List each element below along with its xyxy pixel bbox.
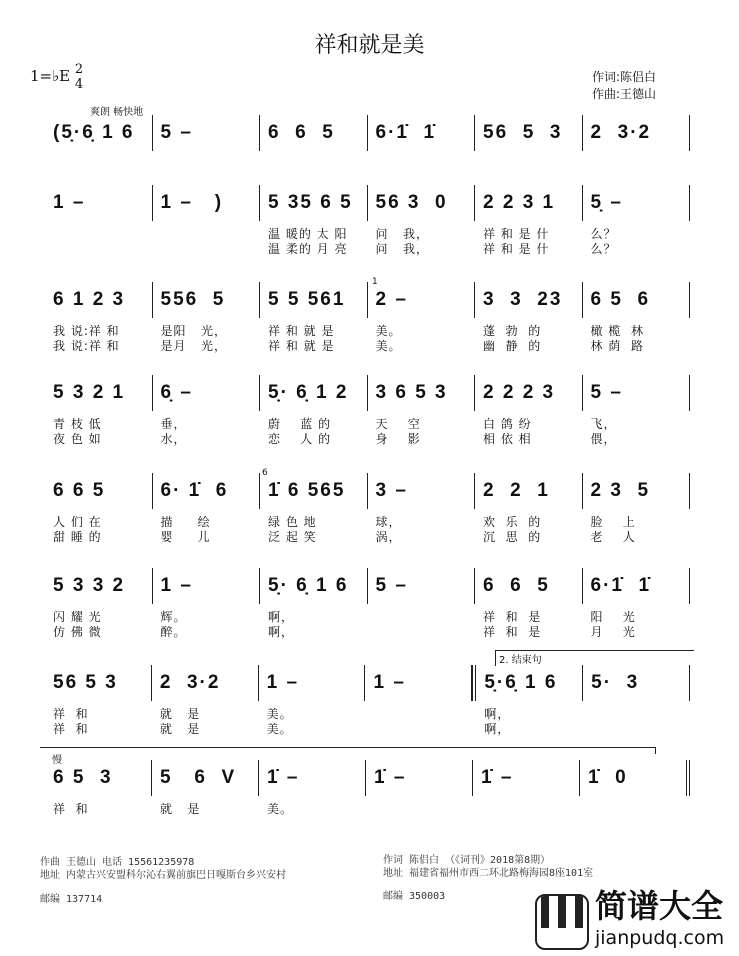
measure: [472, 665, 583, 736]
lyric-line-2: 美。: [266, 722, 293, 736]
lyricist: 作词:陈侣白: [592, 70, 657, 84]
notes: 5̣· 6̣ 1 2: [268, 382, 349, 403]
notes: 1 –: [160, 575, 193, 596]
key-signature: [30, 62, 83, 92]
footer-lyricist-address: 地址 福建省福州市西二环北路梅海园8座101室: [383, 868, 594, 879]
measure: [45, 665, 152, 736]
notes: 1̇ –: [267, 767, 300, 788]
measure: [259, 665, 366, 736]
lyric-line-2: 恋 人 的: [268, 432, 332, 446]
lyric-line-2: 泛 起 笑: [268, 530, 317, 544]
logo-url: jianpudq.com: [595, 927, 725, 949]
notes: 1̇ 6 565: [268, 480, 346, 501]
lyric-line-2: 祥 和 是: [483, 625, 542, 639]
notes: 6·1̇ 1̇: [590, 575, 652, 596]
time-signature: [75, 62, 83, 92]
notes: 56 5 3: [53, 672, 118, 693]
measure: [45, 568, 153, 639]
notes: 2 –: [375, 289, 408, 310]
piano-icon: [535, 894, 589, 950]
notes: 5 35 6 5: [268, 192, 353, 213]
measure: [368, 115, 476, 151]
lyric-line-2: 问 我，: [375, 242, 429, 256]
measure: [475, 568, 583, 639]
notes: 6 6 5: [53, 480, 106, 501]
lyric-line-2: 醉。: [160, 625, 187, 639]
measure: [153, 185, 261, 221]
footer-composer-zip: 邮编 137714: [40, 894, 103, 905]
notes: 5 6 V: [160, 767, 237, 788]
measure: [580, 760, 690, 796]
staff-system: [45, 375, 690, 446]
notes: 5̣ –: [590, 192, 623, 213]
lyric-line-1: 美。: [267, 802, 294, 816]
lyric-line-1: 美。: [266, 707, 293, 721]
lyric-line-2: 么？: [590, 242, 617, 256]
notes: 3 –: [375, 480, 408, 501]
measure: [583, 665, 690, 701]
lyric-line-1: 阳 光: [590, 610, 636, 624]
lyric-line-1: 描 绘: [160, 515, 211, 529]
lyric-line-2: 就 是: [159, 722, 201, 736]
measure: [583, 185, 691, 256]
measure: [153, 115, 261, 151]
staff-system: [45, 760, 690, 816]
measure: [475, 375, 583, 446]
staff-system: [45, 282, 690, 353]
notes: 5 3 3 2: [53, 575, 126, 596]
notes: 556 5: [160, 289, 226, 310]
slow-marking: 慢: [52, 755, 62, 766]
measure: [153, 282, 261, 353]
notes: 6 6 5: [268, 122, 335, 143]
measure: [260, 473, 368, 544]
lyric-line-2: 啊，: [484, 722, 511, 736]
lyric-line-1: 垂，: [160, 417, 187, 431]
song-title: 祥和就是美: [314, 33, 425, 58]
measure: [152, 760, 259, 816]
lyric-line-1: 就 是: [159, 707, 201, 721]
measure: [366, 760, 473, 796]
staff-system: [45, 665, 690, 736]
lyric-line-2: 祥 和: [53, 722, 89, 736]
notes: 6· 1̇ 6: [160, 480, 229, 501]
lyric-line-2: 偎，: [590, 432, 617, 446]
lyric-line-2: 是月 光，: [160, 339, 227, 353]
lyric-line-1: 闪 耀 光: [53, 610, 102, 624]
notes: 1 –: [53, 192, 86, 213]
site-logo[interactable]: [535, 887, 725, 954]
footer-composer: 作曲 王德山 电话 15561235978: [40, 857, 195, 868]
lyric-line-1: 青 枝 低: [53, 417, 102, 431]
ts-top: 2: [74, 62, 84, 77]
ending-line: [40, 747, 656, 754]
measure: [45, 185, 153, 221]
staff-system: [45, 473, 690, 544]
lyric-line-2: 月 光: [590, 625, 636, 639]
notes: 6 6 5: [483, 575, 550, 596]
notes: 5 3 2 1: [53, 382, 126, 403]
grace-note: 6: [262, 468, 268, 478]
lyric-line-1: 我 说:祥 和: [53, 324, 120, 338]
notes: 5̣· 6̣ 1 6: [268, 575, 349, 596]
ts-bottom: 4: [74, 77, 84, 92]
notes: 5 –: [160, 122, 193, 143]
lyric-line-2: 老 人: [590, 530, 636, 544]
tempo-marking: 爽朗 畅快地: [90, 107, 144, 118]
measure: [583, 375, 691, 446]
volta-bracket: 2. 结束句: [495, 650, 694, 666]
footer-lyricist: 作词 陈侣白 （《词刊》2018第8期）: [383, 855, 551, 866]
lyric-line-1: 祥 和 是 什: [483, 227, 550, 241]
lyric-line-1: 人 们 在: [53, 515, 102, 529]
lyric-line-1: 天 空: [375, 417, 421, 431]
lyric-line-1: 白 鸽 纷: [483, 417, 532, 431]
notes: 1 –: [373, 672, 406, 693]
measure: [475, 115, 583, 151]
measure: [45, 473, 153, 544]
measure: [260, 282, 368, 353]
lyric-line-1: 脸 上: [590, 515, 636, 529]
key-label: 1=♭E: [30, 67, 71, 85]
notes: 6̣ –: [160, 382, 193, 403]
staff-system: [45, 115, 690, 151]
measure: [368, 185, 476, 256]
measure: [583, 473, 691, 544]
lyric-line-1: 蔚 蓝 的: [268, 417, 332, 431]
notes: 5̣·6̣ 1 6: [484, 672, 558, 693]
notes: 2 3·2: [590, 122, 652, 143]
footer-composer-address: 地址 内蒙古兴安盟科尔沁右翼前旗巴日嘎斯台乡兴安村: [40, 870, 287, 881]
lyric-line-1: 啊，: [484, 707, 511, 721]
lyric-line-2: 祥 和 是 什: [483, 242, 550, 256]
notes: 2 3·2: [159, 672, 221, 693]
notes: 2 3 5: [590, 480, 651, 501]
notes: 1 –: [266, 672, 300, 693]
lyric-line-1: 橄 榄 林: [590, 324, 644, 338]
lyric-line-2: 啊，: [268, 625, 295, 639]
measure: [475, 185, 583, 256]
measure: [583, 282, 691, 353]
measure: [45, 282, 153, 353]
lyric-line-1: 辉。: [160, 610, 187, 624]
notes: 1̇ –: [481, 767, 514, 788]
notes: 6 1 2 3: [53, 289, 126, 310]
lyric-line-1: 绿 色 地: [268, 515, 317, 529]
measure: [368, 473, 476, 544]
composer: 作曲:王德山: [592, 87, 657, 101]
lyric-line-2: 我 说:祥 和: [53, 339, 120, 353]
notes: 56 3 0: [375, 192, 448, 213]
lyric-line-2: 林 荫 路: [590, 339, 644, 353]
measure: [473, 760, 580, 796]
lyric-line-1: 球，: [375, 515, 402, 529]
measure: [475, 473, 583, 544]
notes: 3 3 23: [483, 289, 563, 310]
measure: [45, 115, 153, 151]
measure: [260, 115, 368, 151]
lyric-line-1: 祥 和 就 是: [268, 324, 335, 338]
measure: [153, 568, 261, 639]
notes: 6·1̇ 1̇: [375, 122, 437, 143]
lyric-line-1: 问 我，: [375, 227, 429, 241]
notes: 1̇ –: [374, 767, 407, 788]
lyric-line-1: 温 暖的 太 阳: [268, 227, 348, 241]
measure: [45, 375, 153, 446]
notes: 6 5 3: [53, 767, 113, 788]
lyric-line-1: 就 是: [160, 802, 201, 816]
notes: 5 –: [375, 575, 408, 596]
notes: (5̣·6̣ 1 6: [53, 122, 135, 143]
measure: [368, 375, 476, 446]
notes: 56 5 3: [483, 122, 563, 143]
measure: [259, 760, 366, 816]
measure: [260, 375, 368, 446]
lyric-line-1: 么？: [590, 227, 617, 241]
measure: [583, 115, 691, 151]
measure: [153, 375, 261, 446]
lyric-line-1: 啊，: [268, 610, 295, 624]
notes: 5· 3: [591, 672, 640, 693]
lyric-line-1: 祥 和: [53, 802, 89, 816]
lyric-line-2: 美。: [375, 339, 402, 353]
lyric-line-2: 身 影: [375, 432, 421, 446]
measure: [365, 665, 472, 701]
lyric-line-2: 夜 色 如: [53, 432, 102, 446]
lyric-line-2: 祥 和 就 是: [268, 339, 335, 353]
measure: [260, 568, 368, 639]
notes: 2 2 1: [483, 480, 550, 501]
lyric-line-2: 幽 静 的: [483, 339, 542, 353]
notes: 5 –: [590, 382, 623, 403]
grace-note: 1: [372, 277, 378, 287]
notes: 1̇ 0: [588, 767, 628, 788]
measure: [152, 665, 259, 736]
lyric-line-1: 祥 和 是: [483, 610, 542, 624]
lyric-line-1: 是阳 光，: [160, 324, 227, 338]
lyric-line-1: 蓬 勃 的: [483, 324, 542, 338]
logo-text: 简谱大全: [595, 887, 724, 925]
notes: 3 6 5 3: [375, 382, 448, 403]
notes: 2 2 3 1: [483, 192, 556, 213]
lyric-line-1: 欢 乐 的: [483, 515, 542, 529]
measure: [153, 473, 261, 544]
measure: [260, 185, 368, 256]
measure: [475, 282, 583, 353]
lyric-line-1: 祥 和: [53, 707, 89, 721]
notes: 1 – ): [160, 192, 224, 213]
measure: [368, 568, 476, 604]
lyric-line-2: 仿 佛 微: [53, 625, 102, 639]
lyric-line-2: 相 依 相: [483, 432, 532, 446]
notes: 6 5 6: [590, 289, 651, 310]
lyric-line-2: 温 柔的 月 亮: [268, 242, 348, 256]
lyric-line-2: 婴 儿: [160, 530, 211, 544]
staff-system: [45, 568, 690, 639]
lyric-line-2: 甜 睡 的: [53, 530, 102, 544]
lyric-line-2: 涡，: [375, 530, 402, 544]
measure: [583, 568, 691, 639]
notes: 5 5 561: [268, 289, 346, 310]
measure: [45, 760, 152, 816]
lyric-line-1: 美。: [375, 324, 402, 338]
staff-system: [45, 185, 690, 256]
lyric-line-1: 飞，: [590, 417, 617, 431]
lyric-line-2: 水，: [160, 432, 187, 446]
measure: [368, 282, 476, 353]
lyric-line-2: 沉 思 的: [483, 530, 542, 544]
notes: 2 2 2 3: [483, 382, 556, 403]
footer-lyricist-zip: 邮编 350003: [383, 891, 446, 902]
